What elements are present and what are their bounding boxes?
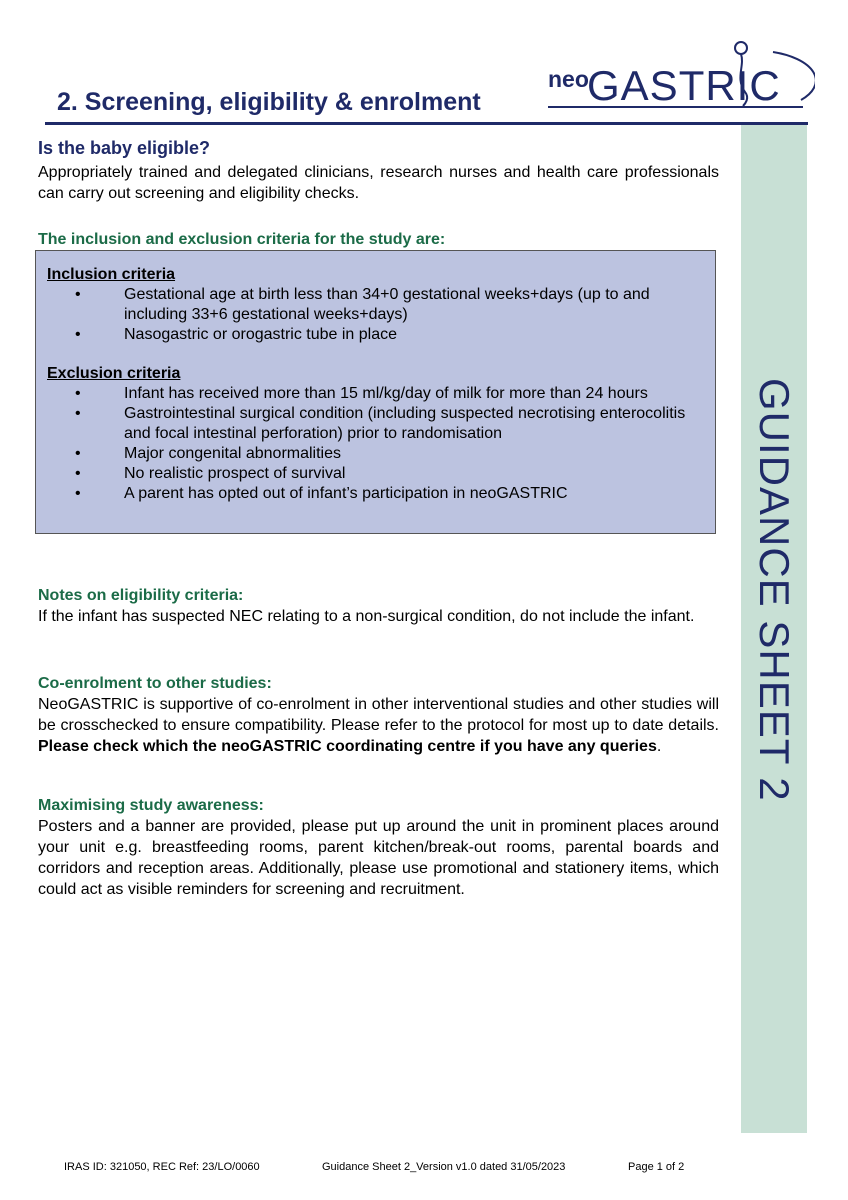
footer-page: Page 1 of 2 — [628, 1161, 685, 1173]
coenrolment-heading: Co-enrolment to other studies: — [38, 675, 272, 692]
coenrolment-tail: . — [656, 738, 662, 755]
list-item: • Nasogastric or orogastric tube in place — [47, 325, 697, 345]
list-item: • No realistic prospect of survival — [47, 464, 697, 484]
notes-section — [38, 585, 719, 627]
header-rule — [45, 122, 808, 125]
coenrolment-body — [38, 694, 719, 757]
side-label — [738, 330, 810, 850]
notes-heading: Notes on eligibility criteria: — [38, 587, 244, 604]
list-item: • Major congenital abnormalities — [47, 444, 697, 464]
coenrolment-section — [38, 673, 719, 757]
footer-version: Guidance Sheet 2_Version v1.0 dated 31/05/2023 — [322, 1161, 566, 1173]
list-item: • Infant has received more than 15 ml/kg/day of milk for more than 24 hours — [47, 384, 697, 404]
awareness-body: Posters and a banner are provided, please put up around the unit in prominent places around your unit e.g. breastfeeding rooms, parent kitchen/break-out rooms, parental boards and corridors and reception areas. Additionally, please use promotional and stationery items, which could act as visible reminders for screening and recruitment. — [38, 818, 719, 898]
eligibility-question: Is the baby eligible? — [38, 138, 211, 158]
criteria-box — [35, 250, 716, 534]
logo-prefix: neo — [548, 66, 589, 92]
neogastric-logo — [545, 40, 815, 120]
criteria-heading: The inclusion and exclusion criteria for the study are: — [38, 231, 446, 248]
coenrolment-bold: Please check which the neoGASTRIC coordinating centre if you have any queries — [38, 738, 657, 755]
list-item: • Gastrointestinal surgical condition (including suspected necrotising enterocolitis and focal intestinal perforation) prior to randomisation — [47, 404, 697, 444]
awareness-section — [38, 795, 719, 900]
exclusion-list — [47, 384, 697, 504]
list-item: • A parent has opted out of infant’s participation in neoGASTRIC — [47, 484, 697, 504]
exclusion-title: Exclusion criteria — [47, 365, 181, 382]
coenrolment-text: NeoGASTRIC is supportive of co-enrolment in other interventional studies and other studies will be crosschecked to ensure compatibility. Please refer to the protocol for most up to date details. — [38, 696, 719, 734]
footer-ids: IRAS ID: 321050, REC Ref: 23/LO/0060 — [64, 1161, 260, 1173]
page-title: 2. Screening, eligibility & enrolment — [57, 88, 481, 116]
awareness-heading: Maximising study awareness: — [38, 797, 264, 814]
side-label-text: GUIDANCE SHEET 2 — [751, 378, 798, 802]
inclusion-list — [47, 285, 697, 345]
logo-main-text: GASTRIC — [587, 62, 781, 109]
notes-body: If the infant has suspected NEC relating to a non-surgical condition, do not include the infant. — [38, 608, 695, 625]
list-item: • Gestational age at birth less than 34+0 gestational weeks+days (up to and including 33+6 gestational weeks+days) — [47, 285, 697, 325]
eligibility-intro: Appropriately trained and delegated clinicians, research nurses and health care professionals can carry out screening and eligibility checks. — [38, 164, 719, 202]
eligibility-section — [38, 138, 719, 204]
inclusion-title: Inclusion criteria — [47, 266, 176, 283]
